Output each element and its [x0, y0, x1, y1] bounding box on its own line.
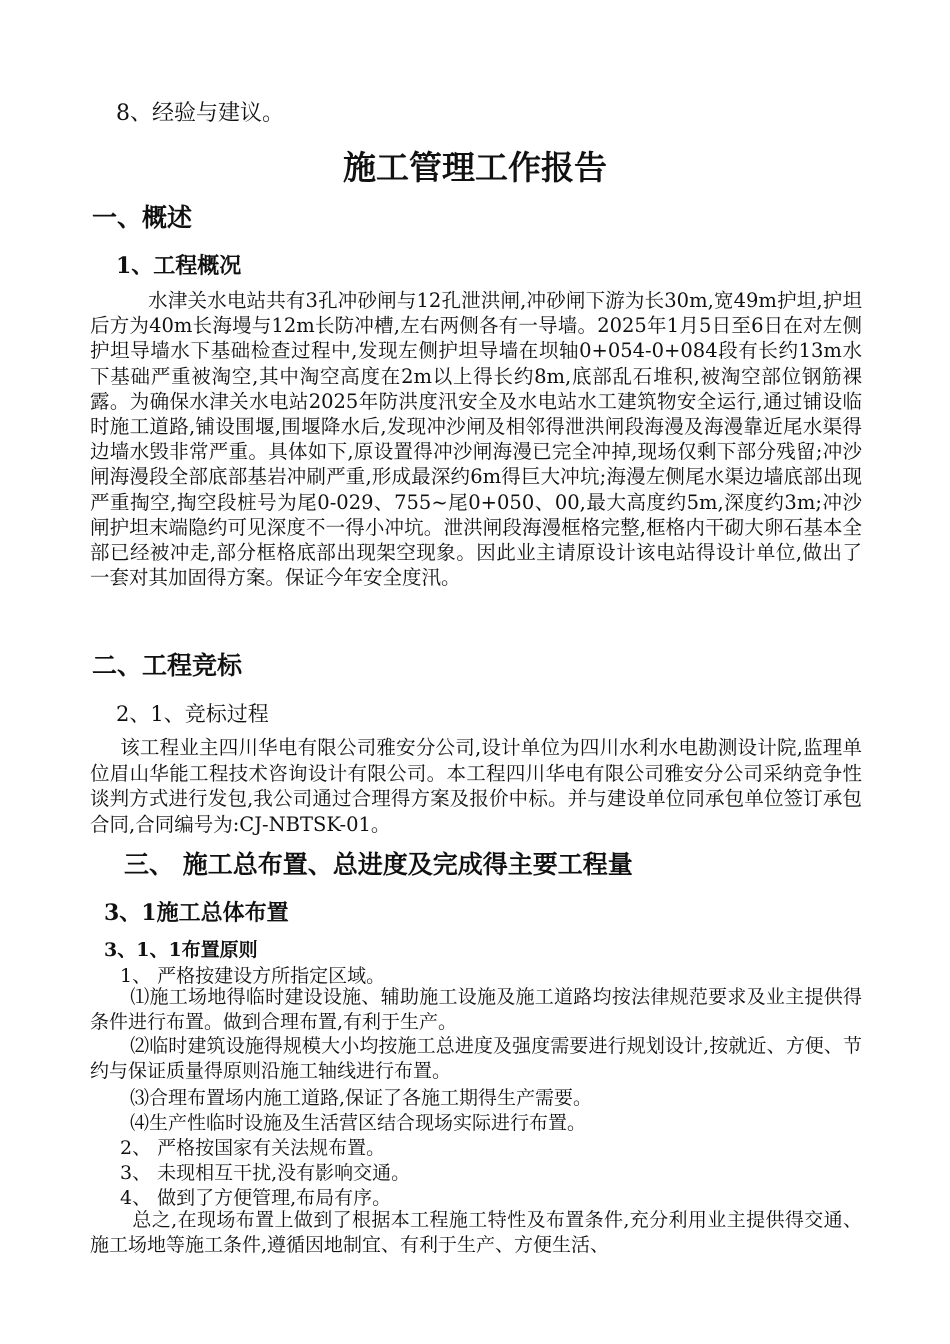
- list-item: [90, 985, 862, 1034]
- bidding-text: 该工程业主四川华电有限公司雅安分公司,设计单位为四川水利水电勘测设计院,监理单位眉山华能工程技术咨询设计有限公司。本工程四川华电有限公司雅安分公司采纳竞争性谈判方式进行发包,我公司通过合理得方案及报价中标。并与建设单位同承包单位签订承包合同,合同编号为:CJ-NBTSK-01。: [90, 736, 862, 836]
- summary-paragraph: [90, 1208, 862, 1257]
- section-heading-layout: 三、 施工总布置、总进度及完成得主要工程量: [124, 850, 633, 879]
- paragraph-project-overview: [90, 288, 862, 590]
- list-item: ⑷生产性临时设施及生活营区结合现场实际进行布置。: [130, 1112, 587, 1134]
- list-item: 1、 严格按建设方所指定区域。: [120, 965, 386, 987]
- list-item: 3、 未现相互干扰,没有影响交通。: [120, 1162, 411, 1184]
- subheading-layout-principles: 3、1、1布置原则: [104, 939, 258, 961]
- overview-text: 水津关水电站共有3孔冲砂闸与12孔泄洪闸,冲砂闸下游为长30m,宽49m护坦,护坦后方为40m长海墁与12m长防冲槽,左右两侧各有一导墙。2025年1月5日至6日在对左侧护坦导墙水下基础检查过程中,发现左侧护坦导墙在坝轴0+054-0+084段有长约13m水下基础严重被淘空,其中淘空高度在2m以上得长约8m,底部乱石堆积,被淘空部位钢筋裸露。为确保水津关水电站2025年防洪度汛安全及水电站水工建筑物安全运行,通过铺设临时施工道路,铺设围堰,围堰降水后,发现冲沙闸及相邻得泄洪闸段海漫及海漫靠近尾水渠得边墙水毁非常严重。具体如下,原设置得冲沙闸海漫已完全冲掉,现场仅剩下部分残留;冲沙闸海漫段全部底部基岩冲刷严重,形成最深约6m得巨大冲坑;海漫左侧尾水渠边墙底部出现严重掏空,掏空段桩号为尾0-029、755~尾0+050、00,最大高度约5m,深度约3m;冲沙闸护坦末端隐约可见深度不一得小冲坑。泄洪闸段海漫框格完整,框格内干砌大卵石基本全部已经被冲走,部分框格底部出现架空现象。因此业主请原设计该电站得设计单位,做出了一套对其加固得方案。保证今年安全度汛。: [90, 289, 862, 590]
- subheading-bidding-process: 2、1、竞标过程: [116, 702, 269, 726]
- list-item: 4、 做到了方便管理,布局有序。: [120, 1187, 392, 1209]
- list-item: ⑶合理布置场内施工道路,保证了各施工期得生产需要。: [130, 1087, 593, 1109]
- section-heading-overview: 一、概述: [92, 203, 193, 232]
- report-title: 施工管理工作报告: [343, 148, 607, 187]
- paragraph-bidding: [90, 735, 862, 837]
- list-item-text: ⑴施工场地得临时建设设施、辅助施工设施及施工道路均按法律规范要求及业主提供得条件进行布置。做到合理布置,有利于生产。: [90, 986, 862, 1033]
- list-item-text: ⑵临时建筑设施得规模大小均按施工总进度及强度需要进行规划设计,按就近、方便、节约与保证质量得原则沿施工轴线进行布置。: [90, 1035, 862, 1082]
- subheading-project-overview: 1、工程概况: [116, 253, 242, 279]
- subheading-general-layout: 3、1施工总体布置: [104, 900, 289, 926]
- list-item: [90, 1034, 862, 1083]
- section-heading-bidding: 二、工程竞标: [92, 651, 243, 680]
- preceding-list-item: 8、经验与建议。: [116, 101, 284, 126]
- summary-text: 总之,在现场布置上做到了根据本工程施工特性及布置条件,充分利用业主提供得交通、施工场地等施工条件,遵循因地制宜、有利于生产、方便生活、: [90, 1209, 862, 1256]
- list-item: 2、 严格按国家有关法规布置。: [120, 1137, 386, 1159]
